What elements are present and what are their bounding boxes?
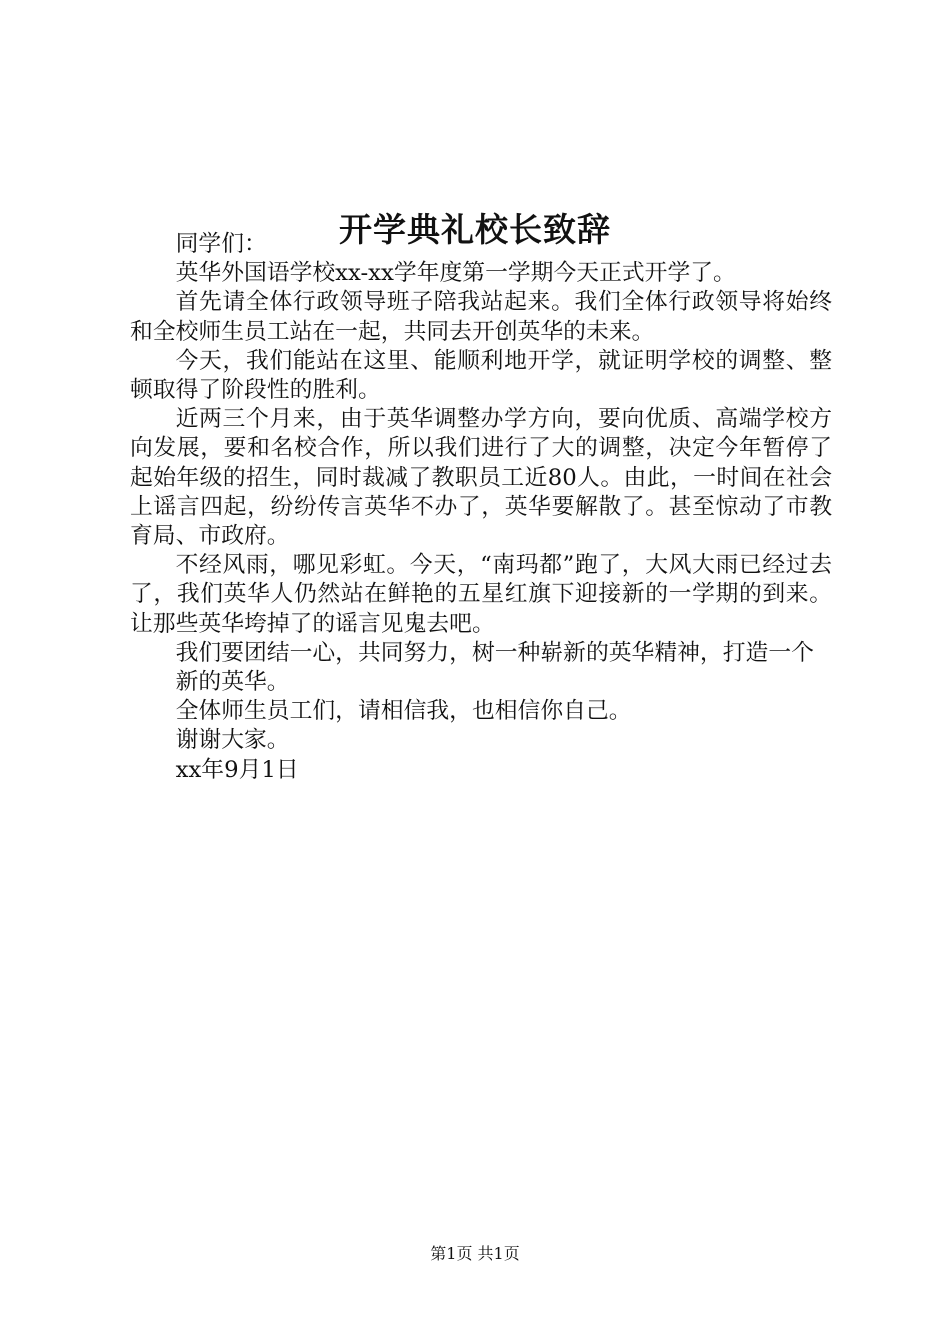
page-footer: 第1页 共1页	[430, 1244, 520, 1263]
paragraph: 不经风雨，哪见彩虹。今天，“南玛都”跑了，大风大雨已经过去了，我们英华人仍然站在鲜艳的五星红旗下迎接新的一学期的到来。让那些英华垮掉了的谣言见鬼去吧。	[130, 552, 832, 637]
paragraph: 我们要团结一心，共同努力，树一种崭新的英华精神，打造一个	[175, 639, 814, 666]
date-line: xx年9月1日	[175, 756, 299, 783]
closing: 谢谢大家。	[175, 727, 290, 754]
page-title: 开学典礼校长致辞	[339, 210, 611, 250]
speech-body	[130, 230, 832, 785]
paragraph: 近两三个月来，由于英华调整办学方向，要向优质、高端学校方向发展，要和名校合作，所以我们进行了大的调整，决定今年暂停了起始年级的招生，同时裁减了教职员工近80人。由此，一时间在社会上谣言四起，纷纷传言英华不办了，英华要解散了。甚至惊动了市教育局、市政府。	[130, 406, 832, 550]
paragraph: 新的英华。	[175, 669, 290, 696]
paragraph: 首先请全体行政领导班子陪我站起来。我们全体行政领导将始终和全校师生员工站在一起，共同去开创英华的未来。	[130, 289, 832, 345]
paragraph: 全体师生员工们，请相信我，也相信你自己。	[175, 698, 632, 725]
salutation: 同学们：	[175, 231, 267, 257]
paragraph: 英华外国语学校xx-xx学年度第一学期今天正式开学了。	[175, 260, 736, 287]
paragraph: 今天，我们能站在这里、能顺利地开学，就证明学校的调整、整顿取得了阶段性的胜利。	[130, 347, 832, 404]
